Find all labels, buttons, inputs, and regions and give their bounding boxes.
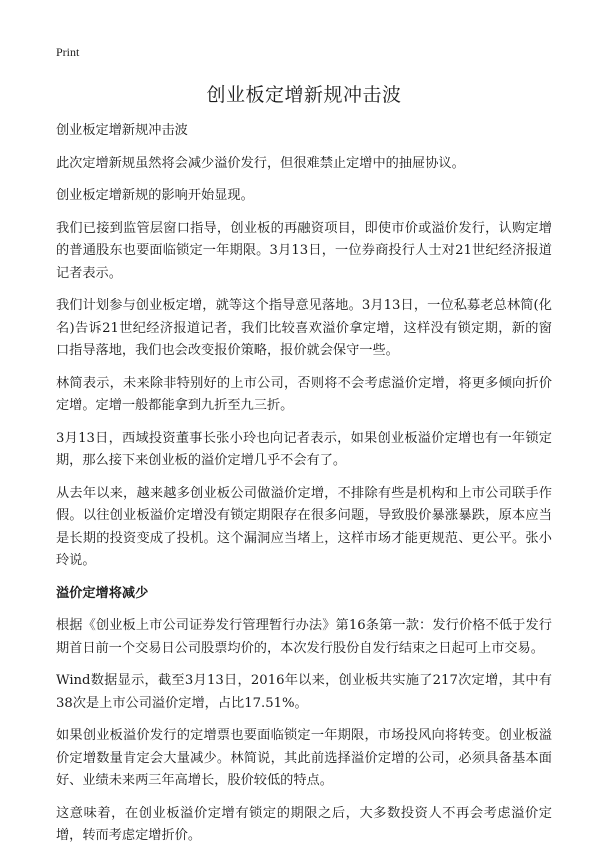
paragraph: Wind数据显示，截至3月13日，2016年以来，创业板共实施了217次定增，其中有38次是上市公司溢价定增，占比17.51%。: [56, 673, 552, 711]
paragraph: 如果创业板溢价发行的定增票也要面临锁定一年期限，市场投风向将转变。创业板溢价定增数量肯定会大量减少。林简说，其此前选择溢价定增的公司，必须具备基本面好、业绩未来两三年高增长，股价较低的特点。: [56, 728, 552, 788]
paragraph: 林简表示，未来除非特别好的上市公司，否则将不会考虑溢价定增，将更多倾向折价定增。定增一般都能拿到九折至九三折。: [56, 375, 552, 413]
paragraph: 创业板定增新规冲击波: [56, 123, 188, 138]
section-subheading: 溢价定增将减少: [56, 585, 149, 601]
paragraph: 根据《创业板上市公司证券发行管理暂行办法》第16条第一款：发行价格不低于发行期首日前一个交易日公司股票均价的，本次发行股份自发行结束之日起可上市交易。: [56, 618, 552, 656]
paragraph: 从去年以来，越来越多创业板公司做溢价定增，不排除有些是机构和上市公司联手作假。以往创业板溢价定增没有锁定期限存在很多问题，导致股价暴涨暴跌，原本应当是长期的投资变成了投机。这个漏洞应当堵上，这样市场才能更规范、更公平。张小玲说。: [56, 485, 552, 568]
paragraph: 3月13日，西域投资董事长张小玲也向记者表示，如果创业板溢价定增也有一年锁定期，那么接下来创业板的溢价定增几乎不会有了。: [56, 430, 552, 468]
paragraph: 此次定增新规虽然将会减少溢价发行，但很难禁止定增中的抽屉协议。: [56, 155, 465, 171]
paragraph: 创业板定增新规的影响开始显现。: [56, 188, 254, 203]
paragraph: 我们计划参与创业板定增，就等这个指导意见落地。3月13日，一位私募老总林简(化名)告诉21世纪经济报道记者，我们比较喜欢溢价拿定增，这样没有锁定期，新的窗口指导落地，我们也会改变报价策略，报价就会保守一些。: [56, 298, 552, 358]
paragraph: 我们已接到监管层窗口指导，创业板的再融资项目，即使市价或溢价发行，认购定增的普通股东也要面临锁定一年期限。3月13日，一位券商投行人士对21世纪经济报道记者表示。: [56, 220, 552, 281]
article-body: [56, 120, 552, 848]
print-link[interactable]: Print: [56, 45, 80, 59]
article-title: 创业板定增新规冲击波: [206, 84, 402, 106]
paragraph: 这意味着，在创业板溢价定增有锁定的期限之后，大多数投资人不再会考虑溢价定增，转而考虑定增折价。: [56, 805, 552, 843]
